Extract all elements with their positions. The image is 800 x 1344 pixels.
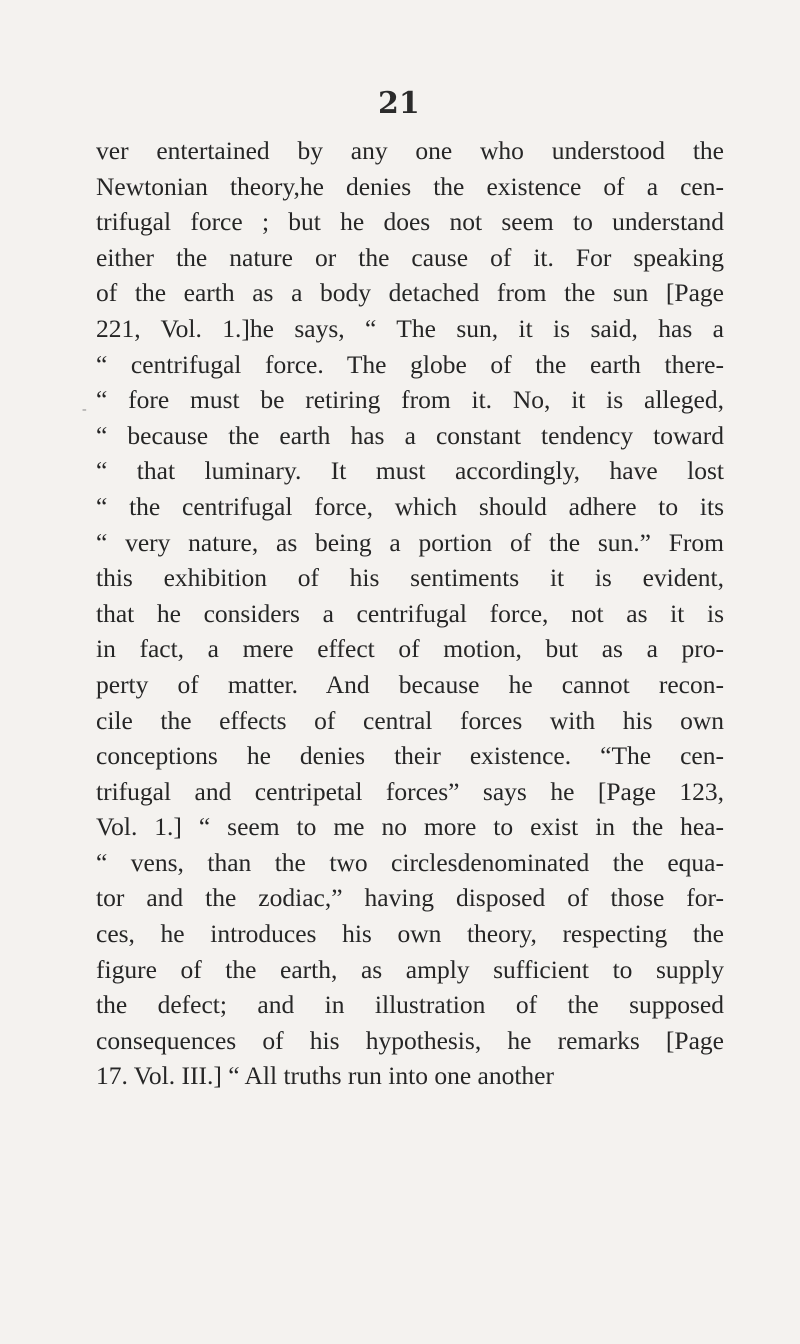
text-line: “ because the earth has a constant tendency toward [96, 420, 724, 450]
text-line: trifugal force ; but he does not seem to understand [96, 207, 724, 237]
text-line: 221, Vol. 1.]he says, “ The sun, it is said, has a [96, 313, 724, 343]
text-line: Vol. 1.] “ seem to me no more to exist in the hea- [96, 812, 724, 842]
text-line: perty of matter. And because he cannot recon- [96, 669, 724, 699]
text-line: “ vens, than the two circlesdenominated the equa- [96, 847, 724, 877]
text-line: the defect; and in illustration of the supposed [96, 990, 724, 1020]
text-line: “ very nature, as being a portion of the sun.” From [96, 527, 724, 557]
body-text [96, 133, 724, 1094]
text-line: cile the effects of central forces with his own [96, 705, 724, 735]
text-line: figure of the earth, as amply sufficient to supply [96, 954, 724, 984]
text-line: conceptions he denies their existence. “The cen- [96, 741, 724, 771]
text-line: trifugal and centripetal forces” says he [Page 123, [96, 776, 724, 806]
page-number: 21 [378, 86, 420, 121]
margin-mark: - [82, 402, 87, 417]
text-line: “ centrifugal force. The globe of the earth there- [96, 349, 724, 379]
text-line: “ the centrifugal force, which should adhere to its [96, 491, 724, 521]
text-line: tor and the zodiac,” having disposed of those for- [96, 883, 724, 913]
text-line: this exhibition of his sentiments it is evident, [96, 563, 724, 593]
text-line: ver entertained by any one who understood the [96, 136, 724, 165]
text-line: of the earth as a body detached from the sun [Page [96, 278, 724, 308]
text-line: 17. Vol. III.] “ All truths run into one another [96, 1061, 554, 1091]
text-line: “ fore must be retiring from it. No, it is alleged, [96, 385, 724, 415]
text-line: either the nature or the cause of it. For speaking [96, 242, 724, 272]
text-line: consequences of his hypothesis, he remarks [Page [96, 1025, 724, 1055]
text-line: “ that luminary. It must accordingly, have lost [96, 456, 724, 486]
text-line: Newtonian theory,he denies the existence of a cen- [96, 171, 724, 201]
text-line: in fact, a mere effect of motion, but as a pro- [96, 634, 724, 664]
text-line: that he considers a centrifugal force, not as it is [96, 598, 724, 628]
text-line: ces, he introduces his own theory, respecting the [96, 919, 724, 949]
